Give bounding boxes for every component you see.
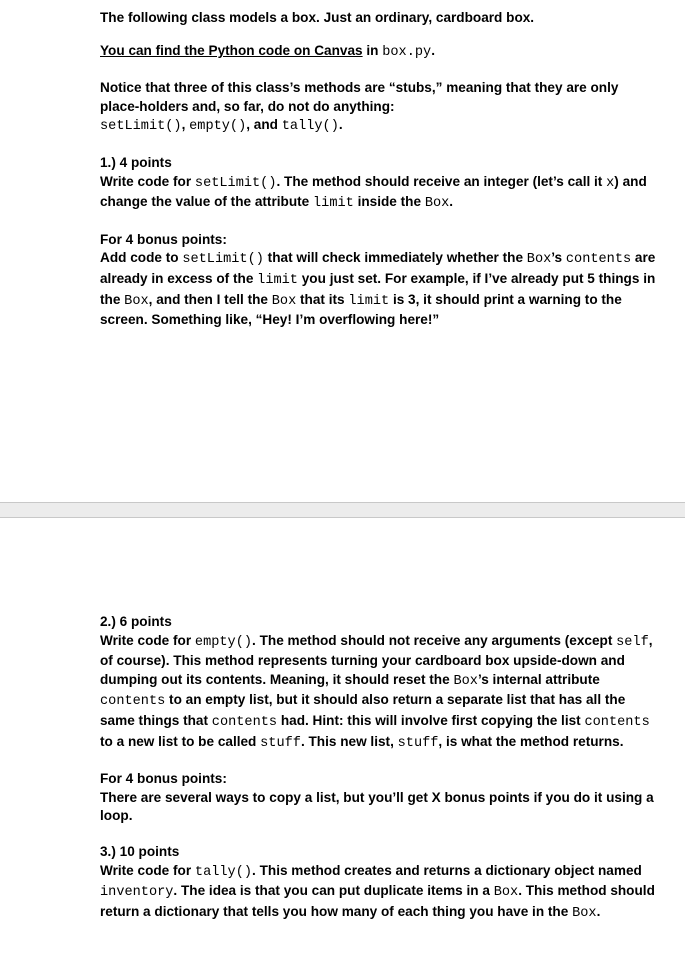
- page-break: [0, 502, 685, 518]
- canvas-link[interactable]: You can find the Python code on Canvas: [100, 42, 363, 58]
- bonus2-heading: For 4 bonus points:: [100, 771, 227, 787]
- q2-heading: 2.) 6 points: [100, 614, 172, 629]
- bonus2-body: There are several ways to copy a list, but you’ll get X bonus points if you do it using a loop.: [100, 789, 654, 824]
- stub-tally-code: tally(): [281, 119, 339, 135]
- stub-empty-code: empty(): [189, 119, 247, 135]
- canvas-note: You can find the Python code on Canvas in box.py.: [100, 42, 435, 60]
- intro-line: The following class models a box. Just an ordinary, cardboard box.: [100, 10, 535, 25]
- stub-setlimit-code: setLimit(): [100, 119, 182, 135]
- bonus1-body: Add code to setLimit() that will check immediately whether the Box’s contents are already in excess of the limit you just set. For example, if I’ve already put 5 things in the Box, and then I tell the Box that its limit is 3, it should print a warning to the screen. Something like, “Hey! I’m overflowing here!”: [100, 250, 656, 328]
- page-2-content: [100, 613, 656, 923]
- stubs-paragraph: Notice that three of this class’s methods are “stubs,” meaning that they are only place-holders and, so far, do not do anything: setLimit(), empty(), and tally().: [100, 80, 619, 135]
- q1-heading: 1.) 4 points: [100, 154, 172, 170]
- page-1-content: [100, 9, 656, 330]
- q2-body: Write code for empty(). The method should not receive any arguments (except self, of course). This method represents turning your cardboard box upside-down and dumping out its contents. Meaning, it should reset the Box’s internal attribute contents to an empty list, but it should also return a separate list that has all the same things that contents had. Hint: this will involve first copying the list contents to a new list to be called stuff. This new list, stuff, is what the method returns.: [100, 632, 653, 751]
- q1-body: Write code for setLimit(). The method should receive an integer (let’s call it x) and change the value of the attribute limit inside the Box.: [100, 173, 647, 212]
- document-page-2: [0, 518, 685, 955]
- q3-body: Write code for tally(). This method creates and returns a dictionary object named inventory. The idea is that you can put duplicate items in a Box. This method should return a dictionary that tells you how many of each thing you have in the Box.: [100, 862, 655, 921]
- q3-heading: 3.) 10 points: [100, 843, 180, 859]
- bonus1-heading: For 4 bonus points:: [100, 231, 227, 247]
- filename-code: box.py: [382, 44, 432, 60]
